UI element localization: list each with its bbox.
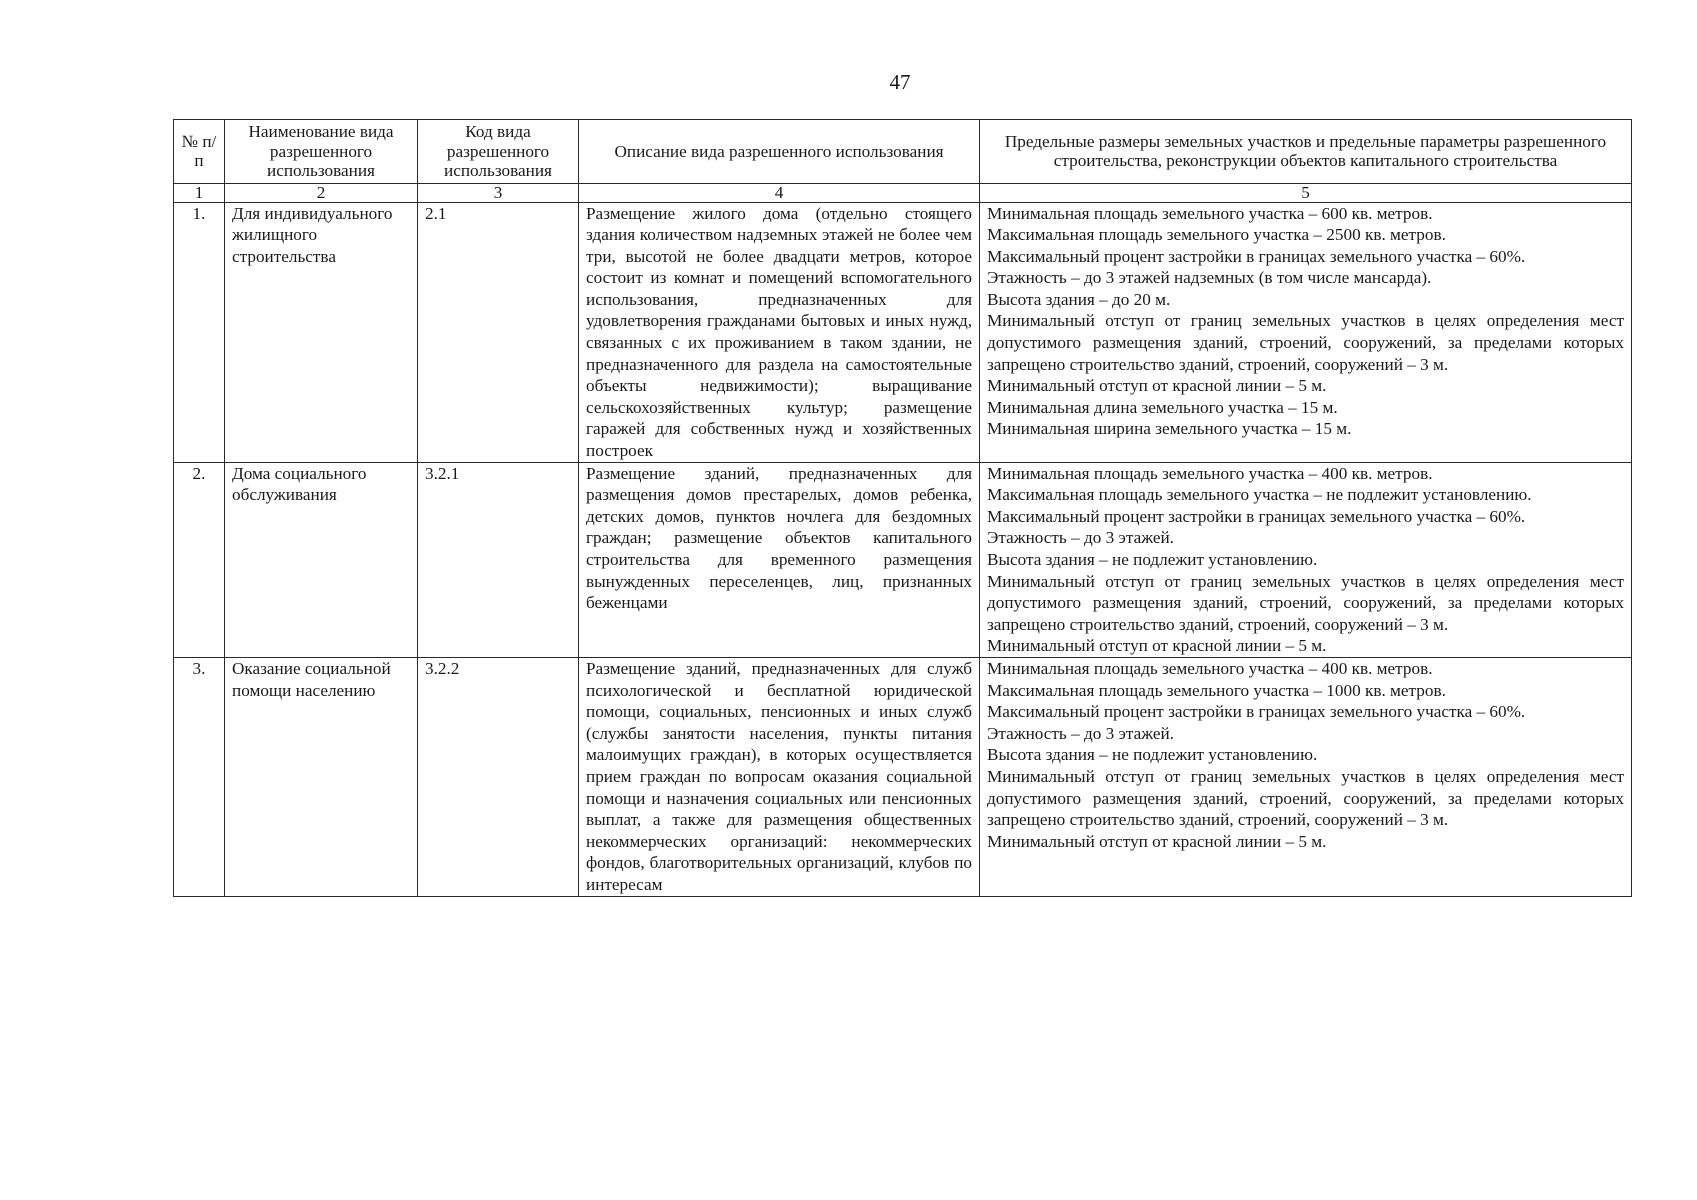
use-description: Размещение зданий, предназначенных для служб психологической и бесплатной юридической помощи, социальных, пенсионных и иных служб (службы занятости населения, пункты питания малоимущих граждан), в которых осуществляется прием граждан по вопросам оказания социальной помощи и назначения социальных или пенсионных выплат, а также для размещения общественных некоммерческих организаций: некоммерческих фондов, благотворительных организаций, клубов по интересам	[579, 657, 980, 896]
parameter-line: Максимальный процент застройки в границах земельного участка – 60%.	[987, 506, 1526, 526]
parameter-line: Минимальная площадь земельного участка – 400 кв. метров.	[987, 658, 1433, 678]
column-number: 4	[579, 183, 980, 202]
header-cell: Наименование вида разрешенного использования	[225, 120, 418, 184]
parameter-line: Максимальная площадь земельного участка – 2500 кв. метров.	[987, 225, 1446, 245]
parameter-line: Этажность – до 3 этажей.	[987, 723, 1174, 743]
parameter-line: Этажность – до 3 этажей.	[987, 528, 1174, 548]
parameters-cell	[980, 202, 1632, 462]
parameter-line: Минимальный отступ от красной линии – 5 м.	[987, 831, 1327, 851]
use-code: 3.2.2	[418, 657, 579, 896]
header-cell: Предельные размеры земельных участков и предельные параметры разрешенного строительства, реконструкции объектов капитального строительства	[980, 120, 1632, 184]
use-description: Размещение зданий, предназначенных для размещения домов престарелых, домов ребенка, детских домов, пунктов ночлега для бездомных граждан; размещение объектов капитального строительства для временного размещения вынужденных переселенцев, лиц, признанных беженцами	[579, 462, 980, 657]
parameter-line: Максимальный процент застройки в границах земельного участка – 60%.	[987, 702, 1526, 722]
row-number: 3.	[174, 657, 225, 896]
parameter-line: Минимальная длина земельного участка – 15 м.	[987, 397, 1338, 417]
table-row	[174, 202, 1632, 462]
row-number: 2.	[174, 462, 225, 657]
parameter-line: Минимальная ширина земельного участка – 15 м.	[987, 419, 1352, 439]
use-code: 3.2.1	[418, 462, 579, 657]
header-cell: № п/п	[174, 120, 225, 184]
column-number: 2	[225, 183, 418, 202]
parameter-line: Минимальный отступ от границ земельных участков в целях определения мест допустимого размещения зданий, строений, сооружений, за пределами которых запрещено строительство зданий, строений, сооружений – 3 м.	[987, 571, 1624, 634]
parameter-line: Этажность – до 3 этажей надземных (в том числе мансарда).	[987, 268, 1432, 288]
parameter-line: Минимальный отступ от красной линии – 5 м.	[987, 376, 1327, 396]
use-name: Дома социального обслуживания	[225, 462, 418, 657]
use-description: Размещение жилого дома (отдельно стоящего здания количеством надземных этажей не более чем три, высотой не более двадцати метров, которое состоит из комнат и помещений вспомогательного использования, предназначенных для удовлетворения гражданами бытовых и иных нужд, связанных с их проживанием в таком здании, не предназначенного для раздела на самостоятельные объекты недвижимости); выращивание сельскохозяйственных культур; размещение гаражей для собственных нужд и хозяйственных построек	[579, 202, 980, 462]
use-name: Оказание социальной помощи населению	[225, 657, 418, 896]
header-row	[174, 120, 1632, 184]
parameter-line: Минимальный отступ от красной линии – 5 м.	[987, 636, 1327, 656]
parameter-line: Максимальная площадь земельного участка – не подлежит установлению.	[987, 485, 1532, 505]
use-name: Для индивидуального жилищного строительства	[225, 202, 418, 462]
parameters-cell	[980, 657, 1632, 896]
column-number: 3	[418, 183, 579, 202]
table-row	[174, 657, 1632, 896]
parameters-cell	[980, 462, 1632, 657]
parameter-line: Высота здания – не подлежит установлению.	[987, 745, 1318, 765]
header-cell: Описание вида разрешенного использования	[579, 120, 980, 184]
parameter-line: Высота здания – не подлежит установлению.	[987, 550, 1318, 569]
header-cell: Код вида разрешенного использования	[418, 120, 579, 184]
parameter-line: Высота здания – до 20 м.	[987, 289, 1171, 309]
parameter-line: Минимальная площадь земельного участка – 400 кв. метров.	[987, 463, 1433, 483]
parameter-line: Минимальный отступ от границ земельных участков в целях определения мест допустимого размещения зданий, строений, сооружений, за пределами которых запрещено строительство зданий, строений, сооружений – 3 м.	[987, 311, 1624, 374]
column-number: 1	[174, 183, 225, 202]
land-use-table	[173, 119, 1632, 897]
column-number: 5	[980, 183, 1632, 202]
row-number: 1.	[174, 202, 225, 462]
page-number: 47	[889, 70, 911, 94]
column-number-row	[174, 183, 1632, 202]
parameter-line: Максимальный процент застройки в границах земельного участка – 60%.	[987, 246, 1526, 266]
use-code: 2.1	[418, 202, 579, 462]
table-row	[174, 462, 1632, 657]
parameter-line: Минимальный отступ от границ земельных участков в целях определения мест допустимого размещения зданий, строений, сооружений, за пределами которых запрещено строительство зданий, строений, сооружений – 3 м.	[987, 766, 1624, 830]
parameter-line: Максимальная площадь земельного участка – 1000 кв. метров.	[987, 680, 1446, 700]
parameter-line: Минимальная площадь земельного участка – 600 кв. метров.	[987, 203, 1433, 223]
